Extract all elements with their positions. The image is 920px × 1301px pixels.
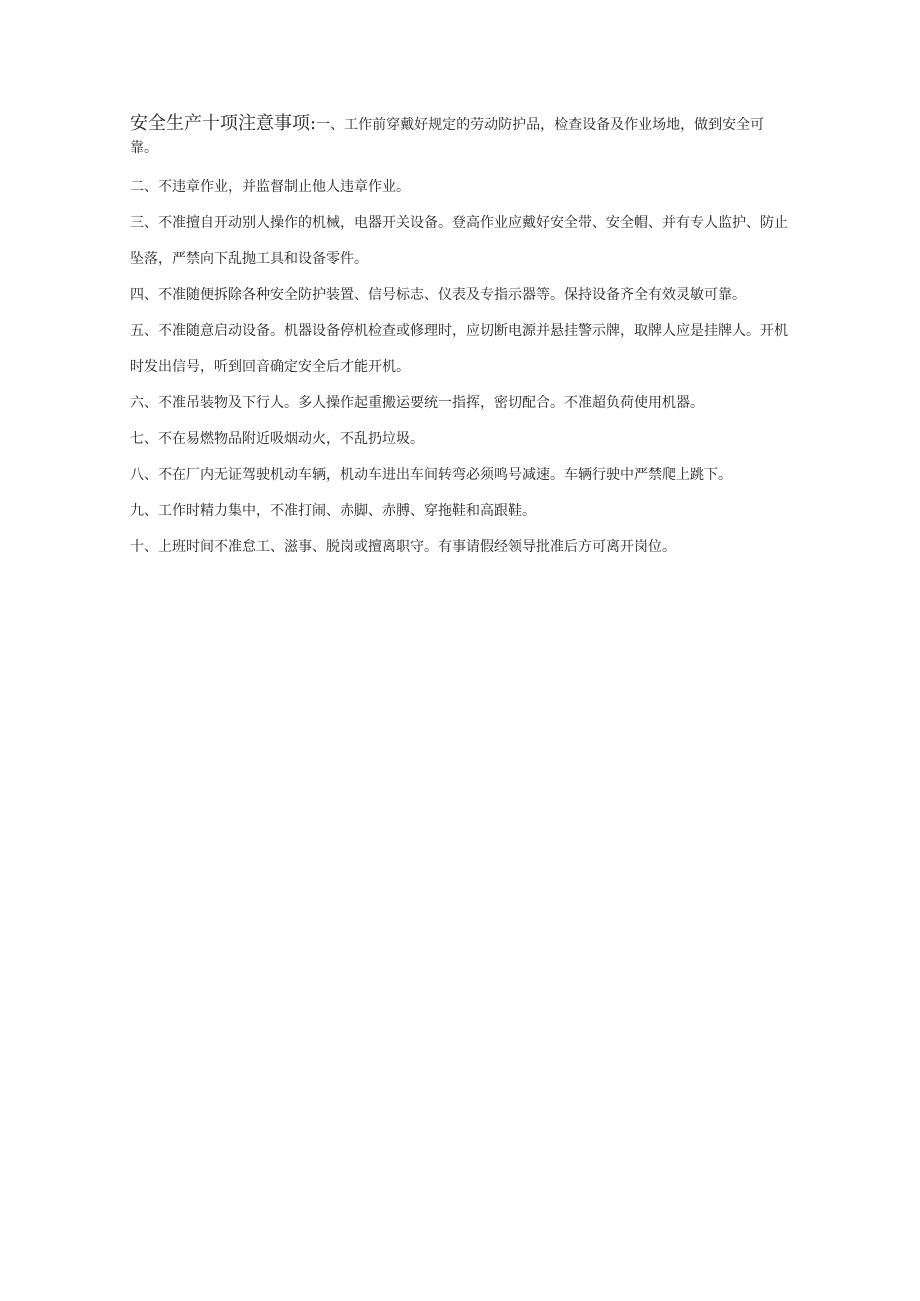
- item-4: 四、不准随便拆除各种安全防护装置、信号标志、仪表及专指示器等。保持设备齐全有效灵敏可靠。: [130, 287, 746, 303]
- item-9: 九、工作时精力集中，不准打闹、赤脚、赤膊、穿拖鞋和高跟鞋。: [130, 503, 536, 519]
- item-6: 六、不准吊装物及下行人。多人操作起重搬运要统一指挥，密切配合。不准超负荷使用机器。: [130, 395, 704, 411]
- document-body: [130, 112, 790, 565]
- item-8: 八、不在厂内无证驾驶机动车辆，机动车进出车间转弯必须鸣号减速。车辆行驶中严禁爬上跳下。: [130, 467, 732, 483]
- item-1: 一、工作前穿戴好规定的劳动防护品，检查设备及作业场地，做到安全可靠。: [130, 117, 765, 156]
- item-3: 三、不准擅自开动别人操作的机械，电器开关设备。登高作业应戴好安全带、安全帽、并有专人监护、防止坠落，严禁向下乱抛工具和设备零件。: [130, 215, 788, 267]
- item-2: 二、不违章作业，并监督制止他人违章作业。: [130, 179, 410, 195]
- intro-paragraph: [130, 112, 790, 160]
- item-7: 七、不在易燃物品附近吸烟动火，不乱扔垃圾。: [130, 431, 424, 447]
- item-5: 五、不准随意启动设备。机器设备停机检查或修理时，应切断电源并悬挂警示牌，取牌人应是挂牌人。开机时发出信号，听到回音确定安全后才能开机。: [130, 323, 788, 375]
- item-10: 十、上班时间不准怠工、滋事、脱岗或擅离职守。有事请假经领导批准后方可离开岗位。: [130, 539, 676, 555]
- document-title: 安全生产十项注意事项:: [130, 113, 317, 134]
